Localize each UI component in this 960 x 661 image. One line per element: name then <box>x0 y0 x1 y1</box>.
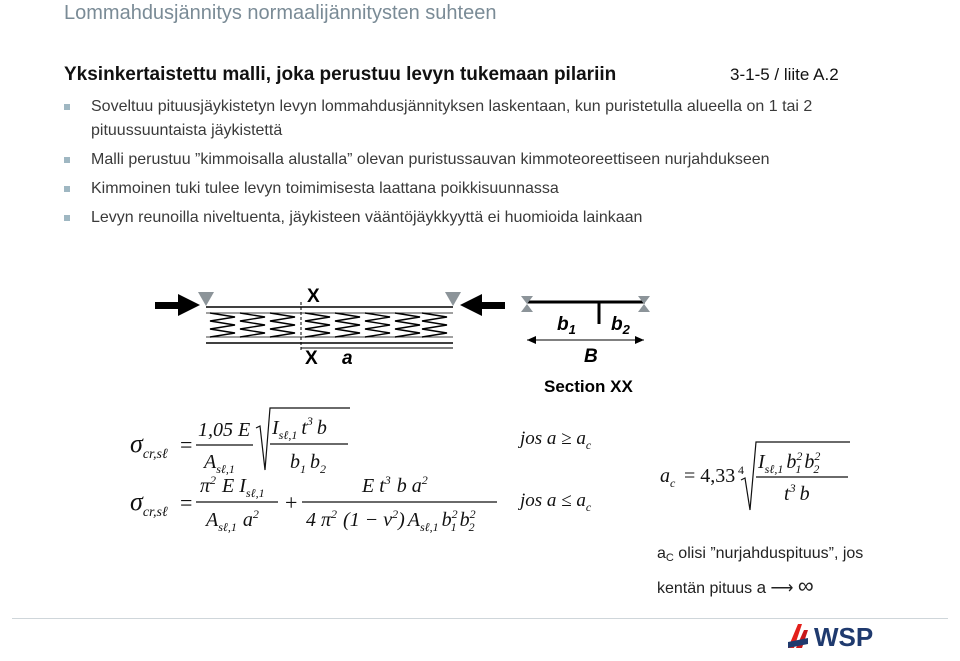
square-bullet-icon <box>64 215 70 221</box>
slide-title: Lommahdusjännitys normaalijännitysten suhteen <box>64 2 497 24</box>
wsp-logo <box>784 618 894 654</box>
f3-numerator: E $t^3$ b $a^2$ <box>362 473 428 497</box>
f1-numerator: 1,05 E <box>198 419 251 441</box>
section-marker-bottom: X <box>305 348 318 369</box>
bullet-item: Soveltuu pituusjäykistetyn levyn lommahdusjännityksen laskentaan, kun puristetulla alueella on 1 tai 2 pituussuuntaista jäykistettä <box>64 95 884 143</box>
stiffened-plate-icon <box>206 307 453 343</box>
plus-sign: + <box>285 490 298 515</box>
reference-label: 3-1-5 / liite A.2 <box>730 65 839 84</box>
bullet-list <box>64 95 884 235</box>
b1-label: $b_1$ <box>557 314 576 337</box>
ac-root-index: 4 <box>738 463 744 477</box>
wsp-logo-mark-icon <box>788 624 808 648</box>
square-bullet-icon <box>64 104 70 110</box>
f1-denominator: $A_{s\ell,1}$ <box>204 451 235 476</box>
total-width-label: B <box>584 346 598 367</box>
section-marker-top: X <box>307 286 320 307</box>
square-bullet-icon <box>64 157 70 163</box>
condition-1: jos $a \ge a_c$ <box>520 428 592 452</box>
note-line-2: kentän pituus a ⟶ ∞ <box>657 573 814 598</box>
square-bullet-icon <box>64 186 70 192</box>
right-compression-arrow-icon <box>460 294 505 316</box>
ac-numerator: $I_{s\ell,1}$ $b^2$ 1 $b^2$ 2 <box>758 449 821 476</box>
f2-denominator: $A_{s\ell,1}$ $a^2$ <box>206 507 259 534</box>
plate-figure <box>0 280 960 400</box>
equals-sign: = <box>180 490 193 515</box>
bullet-item: Kimmoinen tuki tulee levyn toimimisesta laattana poikkisuunnassa <box>64 177 884 201</box>
ac-lhs: $a_c$ <box>660 465 676 490</box>
length-label: a <box>342 348 353 369</box>
ac-equals: = 4,33 <box>684 465 736 487</box>
equals-sign: = <box>180 432 193 457</box>
cross-section-icon <box>521 296 650 344</box>
f1-rad-numerator: $I_{s\ell,1}$ $t^3$ b <box>272 414 327 442</box>
bullet-item: Malli perustuu ”kimmoisalla alustalla” olevan puristussauvan kimmoteoreettiseen nurjahdukseen <box>64 148 884 172</box>
ac-denominator: $t^3$ b <box>784 481 810 505</box>
right-support-icon <box>445 292 461 306</box>
sigma-symbol: $\sigma_{cr,s\ell}$ <box>130 487 168 520</box>
b2-label: $b_2$ <box>611 314 630 337</box>
f2-numerator: $\pi^2$ E $I_{s\ell,1}$ <box>200 473 265 500</box>
wsp-logo-text: WSP <box>814 622 874 652</box>
left-support-icon <box>198 292 214 306</box>
formula-block <box>0 400 960 540</box>
left-compression-arrow-icon <box>155 294 200 316</box>
section-caption: Section XX <box>544 377 633 396</box>
ac-note <box>657 540 917 603</box>
f3-denominator: 4 $\pi^2$ $(1 - \nu^2)$ $A_{s\ell,1}$ $b^2$ 1 $b^2$ 2 <box>306 507 476 534</box>
bullet-item: Levyn reunoilla niveltuenta, jäykisteen vääntöjäykkyyttä ei huomioida lainkaan <box>64 206 884 230</box>
condition-2: jos $a \le a_c$ <box>520 490 592 514</box>
sigma-symbol: $\sigma_{cr,s\ell}$ <box>130 429 168 462</box>
note-line-1: aC olisi ”nurjahduspituus”, jos <box>657 545 864 564</box>
f1-rad-denominator: $b_1$ $b_2$ <box>290 451 326 476</box>
slide-subtitle: Yksinkertaistettu malli, joka perustuu levyn tukemaan pilariin <box>64 64 617 85</box>
